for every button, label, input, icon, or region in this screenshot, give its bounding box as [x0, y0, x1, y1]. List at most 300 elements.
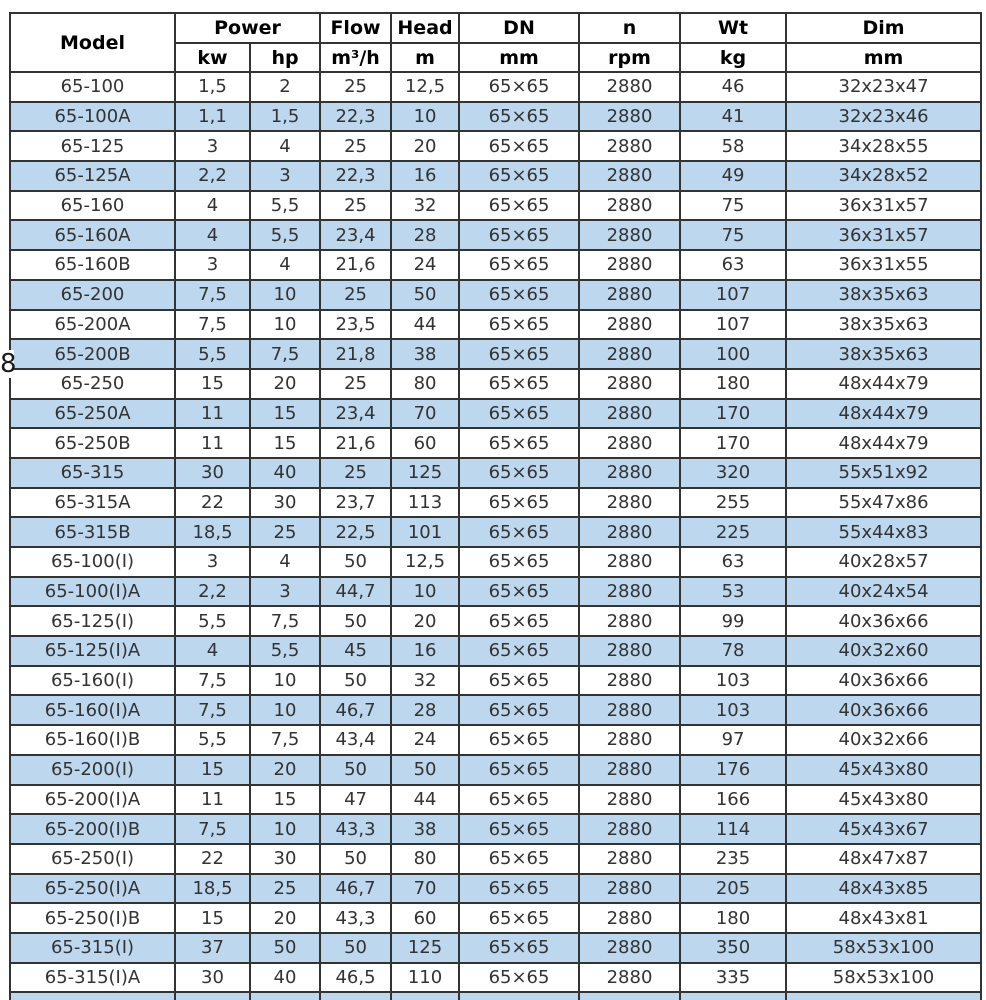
cell-power-kw: 4: [175, 191, 250, 221]
cell-flow: 45: [320, 636, 391, 666]
cell-model: 65-160(I)A: [10, 695, 175, 725]
table-row: [10, 131, 981, 161]
unit-header-head: m: [391, 43, 459, 72]
cell-dn: 65×65: [459, 161, 579, 191]
table-row: [10, 755, 981, 785]
cell-power-kw: 7,5: [175, 280, 250, 310]
cell-dn: 65×65: [459, 250, 579, 280]
cell-power-hp: 5,5: [250, 636, 320, 666]
cell-power-kw: 11: [175, 785, 250, 815]
cell-dn: 65×65: [459, 280, 579, 310]
cell-dn: 65×65: [459, 755, 579, 785]
cell-n-rpm: 2880: [579, 874, 680, 904]
cell-flow: 22,3: [320, 102, 391, 132]
col-header-dim: Dim: [786, 13, 981, 43]
cell-power-kw: 11: [175, 399, 250, 429]
cell-dn: 65×65: [459, 666, 579, 696]
cell-n-rpm: 2880: [579, 636, 680, 666]
cell-dn: 65×65: [459, 547, 579, 577]
cell-power-kw: 3: [175, 131, 250, 161]
cell-model: 65-160(I)B: [10, 725, 175, 755]
cell-head: 50: [391, 280, 459, 310]
cell-model: 65-250A: [10, 399, 175, 429]
cell-power-hp: 2: [250, 72, 320, 102]
cell-dn: 65×65: [459, 963, 579, 993]
cell-dim: 58x53x100: [786, 933, 981, 963]
cell-head: 80: [391, 369, 459, 399]
table-row: [10, 933, 981, 963]
cell-power-kw: 7,5: [175, 695, 250, 725]
cell-dim: 38x35x63: [786, 280, 981, 310]
col-header-dn: DN: [459, 13, 579, 43]
table-row: [10, 814, 981, 844]
table-row: [10, 280, 981, 310]
col-header-n: n: [579, 13, 680, 43]
cell-power-kw: 15: [175, 755, 250, 785]
empty-cell: [250, 992, 320, 1000]
cell-model: 65-125: [10, 131, 175, 161]
cell-n-rpm: 2880: [579, 814, 680, 844]
empty-cell: [320, 992, 391, 1000]
unit-header-dim: mm: [786, 43, 981, 72]
table-row: [10, 517, 981, 547]
cell-head: 110: [391, 963, 459, 993]
cell-wt: 107: [680, 280, 786, 310]
empty-cell: [680, 992, 786, 1000]
cell-power-hp: 30: [250, 488, 320, 518]
cell-dn: 65×65: [459, 191, 579, 221]
cell-wt: 170: [680, 399, 786, 429]
cell-dn: 65×65: [459, 220, 579, 250]
cell-head: 12,5: [391, 72, 459, 102]
cell-model: 65-100A: [10, 102, 175, 132]
cell-head: 113: [391, 488, 459, 518]
cell-flow: 25: [320, 280, 391, 310]
cell-head: 101: [391, 517, 459, 547]
cell-power-hp: 1,5: [250, 102, 320, 132]
cell-head: 32: [391, 191, 459, 221]
cell-power-kw: 5,5: [175, 339, 250, 369]
cell-n-rpm: 2880: [579, 220, 680, 250]
cell-dn: 65×65: [459, 102, 579, 132]
cell-dn: 65×65: [459, 844, 579, 874]
cell-flow: 50: [320, 933, 391, 963]
cell-dim: 32x23x46: [786, 102, 981, 132]
cell-dim: 48x44x79: [786, 399, 981, 429]
table-row: [10, 250, 981, 280]
cell-dim: 40x36x66: [786, 606, 981, 636]
empty-cell: [459, 992, 579, 1000]
cell-dn: 65×65: [459, 339, 579, 369]
cell-wt: 99: [680, 606, 786, 636]
cell-dim: 55x47x86: [786, 488, 981, 518]
cell-model: 65-200A: [10, 310, 175, 340]
col-header-model: Model: [10, 13, 175, 72]
cell-wt: 46: [680, 72, 786, 102]
cell-dn: 65×65: [459, 725, 579, 755]
cell-flow: 21,6: [320, 250, 391, 280]
cell-power-hp: 7,5: [250, 725, 320, 755]
cell-dim: 45x43x80: [786, 785, 981, 815]
cell-flow: 23,7: [320, 488, 391, 518]
cell-flow: 23,5: [320, 310, 391, 340]
cell-power-hp: 40: [250, 963, 320, 993]
cell-n-rpm: 2880: [579, 755, 680, 785]
cell-dim: 36x31x57: [786, 220, 981, 250]
cell-power-kw: 18,5: [175, 874, 250, 904]
partial-clipped-row: [10, 992, 981, 1000]
cell-dn: 65×65: [459, 903, 579, 933]
cell-dn: 65×65: [459, 399, 579, 429]
cell-power-hp: 25: [250, 517, 320, 547]
cell-power-hp: 20: [250, 903, 320, 933]
table-row: [10, 577, 981, 607]
cell-power-hp: 20: [250, 369, 320, 399]
cell-power-hp: 10: [250, 695, 320, 725]
cell-power-kw: 5,5: [175, 725, 250, 755]
cell-n-rpm: 2880: [579, 577, 680, 607]
cell-flow: 22,3: [320, 161, 391, 191]
cell-power-hp: 4: [250, 131, 320, 161]
cell-dim: 36x31x55: [786, 250, 981, 280]
cell-n-rpm: 2880: [579, 517, 680, 547]
table-row: [10, 488, 981, 518]
table-row: [10, 903, 981, 933]
table-row: [10, 339, 981, 369]
cell-n-rpm: 2880: [579, 310, 680, 340]
cell-head: 24: [391, 250, 459, 280]
cell-wt: 53: [680, 577, 786, 607]
cell-n-rpm: 2880: [579, 280, 680, 310]
unit-header-hp: hp: [250, 43, 320, 72]
cell-wt: 103: [680, 666, 786, 696]
cell-power-kw: 4: [175, 220, 250, 250]
cell-power-kw: 15: [175, 369, 250, 399]
cell-dn: 65×65: [459, 369, 579, 399]
cell-flow: 21,6: [320, 428, 391, 458]
cell-power-kw: 7,5: [175, 310, 250, 340]
table-row: [10, 636, 981, 666]
cell-model: 65-315(I)A: [10, 963, 175, 993]
table-row: [10, 547, 981, 577]
cell-model: 65-315A: [10, 488, 175, 518]
table-row: [10, 785, 981, 815]
cell-head: 24: [391, 725, 459, 755]
cell-dim: 55x51x92: [786, 458, 981, 488]
cell-dim: 48x47x87: [786, 844, 981, 874]
cell-flow: 25: [320, 191, 391, 221]
cell-model: 65-200(I)A: [10, 785, 175, 815]
cell-n-rpm: 2880: [579, 547, 680, 577]
cell-n-rpm: 2880: [579, 903, 680, 933]
cell-model: 65-315: [10, 458, 175, 488]
cell-n-rpm: 2880: [579, 428, 680, 458]
unit-header-flow: m³/h: [320, 43, 391, 72]
cell-wt: 166: [680, 785, 786, 815]
cell-flow: 23,4: [320, 220, 391, 250]
cell-model: 65-250B: [10, 428, 175, 458]
cell-power-hp: 20: [250, 755, 320, 785]
cell-dim: 40x24x54: [786, 577, 981, 607]
cell-head: 32: [391, 666, 459, 696]
cell-head: 28: [391, 695, 459, 725]
cell-power-hp: 4: [250, 547, 320, 577]
table-row: [10, 102, 981, 132]
cell-head: 28: [391, 220, 459, 250]
cell-dn: 65×65: [459, 814, 579, 844]
cell-power-kw: 30: [175, 963, 250, 993]
cell-n-rpm: 2880: [579, 666, 680, 696]
cell-n-rpm: 2880: [579, 399, 680, 429]
cell-model: 65-250(I)A: [10, 874, 175, 904]
cell-wt: 180: [680, 369, 786, 399]
cell-dim: 32x23x47: [786, 72, 981, 102]
cell-dim: 40x32x66: [786, 725, 981, 755]
cell-n-rpm: 2880: [579, 191, 680, 221]
cell-power-hp: 4: [250, 250, 320, 280]
cell-flow: 25: [320, 458, 391, 488]
cell-power-hp: 3: [250, 577, 320, 607]
cell-n-rpm: 2880: [579, 725, 680, 755]
cell-flow: 25: [320, 369, 391, 399]
cell-dn: 65×65: [459, 458, 579, 488]
cell-n-rpm: 2880: [579, 131, 680, 161]
cell-wt: 78: [680, 636, 786, 666]
cell-n-rpm: 2880: [579, 161, 680, 191]
cell-dn: 65×65: [459, 488, 579, 518]
unit-header-n: rpm: [579, 43, 680, 72]
cell-head: 70: [391, 399, 459, 429]
table-row: [10, 606, 981, 636]
cell-dim: 48x44x79: [786, 428, 981, 458]
cell-model: 65-160A: [10, 220, 175, 250]
cell-head: 20: [391, 606, 459, 636]
cell-wt: 103: [680, 695, 786, 725]
cell-model: 65-250(I): [10, 844, 175, 874]
cell-n-rpm: 2880: [579, 933, 680, 963]
cell-dn: 65×65: [459, 310, 579, 340]
cell-flow: 50: [320, 547, 391, 577]
table-row: [10, 369, 981, 399]
cell-power-kw: 11: [175, 428, 250, 458]
table-row: [10, 191, 981, 221]
cell-dim: 45x43x67: [786, 814, 981, 844]
cell-head: 125: [391, 933, 459, 963]
cell-n-rpm: 2880: [579, 488, 680, 518]
pump-spec-table: [9, 12, 982, 1000]
cell-n-rpm: 2880: [579, 250, 680, 280]
col-header-power: Power: [175, 13, 320, 43]
cell-power-hp: 15: [250, 785, 320, 815]
cell-power-kw: 5,5: [175, 606, 250, 636]
cell-power-hp: 7,5: [250, 606, 320, 636]
cell-wt: 107: [680, 310, 786, 340]
cell-power-kw: 15: [175, 903, 250, 933]
cell-dn: 65×65: [459, 636, 579, 666]
cell-power-kw: 7,5: [175, 666, 250, 696]
cell-wt: 75: [680, 191, 786, 221]
cell-dn: 65×65: [459, 874, 579, 904]
cell-model: 65-160B: [10, 250, 175, 280]
cell-power-hp: 30: [250, 844, 320, 874]
empty-cell: [579, 992, 680, 1000]
cell-model: 65-160: [10, 191, 175, 221]
cell-n-rpm: 2880: [579, 369, 680, 399]
cell-n-rpm: 2880: [579, 458, 680, 488]
cell-head: 80: [391, 844, 459, 874]
cell-wt: 58: [680, 131, 786, 161]
cell-power-kw: 30: [175, 458, 250, 488]
cell-wt: 97: [680, 725, 786, 755]
cell-power-hp: 50: [250, 933, 320, 963]
cell-n-rpm: 2880: [579, 102, 680, 132]
cell-flow: 25: [320, 131, 391, 161]
cell-flow: 50: [320, 606, 391, 636]
cell-model: 65-200: [10, 280, 175, 310]
cell-head: 12,5: [391, 547, 459, 577]
cell-head: 44: [391, 310, 459, 340]
cell-head: 60: [391, 428, 459, 458]
cell-power-hp: 25: [250, 874, 320, 904]
cell-flow: 47: [320, 785, 391, 815]
cell-model: 65-125(I)A: [10, 636, 175, 666]
cell-model: 65-200B: [10, 339, 175, 369]
cell-head: 10: [391, 102, 459, 132]
cell-flow: 43,3: [320, 814, 391, 844]
empty-cell: [10, 992, 175, 1000]
cell-power-kw: 2,2: [175, 161, 250, 191]
table-row: [10, 844, 981, 874]
table-row: [10, 874, 981, 904]
cell-dn: 65×65: [459, 695, 579, 725]
cell-wt: 114: [680, 814, 786, 844]
cell-dim: 48x43x81: [786, 903, 981, 933]
cell-wt: 41: [680, 102, 786, 132]
col-header-flow: Flow: [320, 13, 391, 43]
table-row: [10, 72, 981, 102]
cell-power-kw: 4: [175, 636, 250, 666]
unit-header-wt: kg: [680, 43, 786, 72]
table-row: [10, 963, 981, 993]
cell-head: 44: [391, 785, 459, 815]
cell-model: 65-125A: [10, 161, 175, 191]
cell-power-kw: 7,5: [175, 814, 250, 844]
cell-dn: 65×65: [459, 428, 579, 458]
cell-dim: 55x44x83: [786, 517, 981, 547]
cell-wt: 235: [680, 844, 786, 874]
cell-n-rpm: 2880: [579, 339, 680, 369]
cell-head: 50: [391, 755, 459, 785]
cell-dn: 65×65: [459, 131, 579, 161]
cell-power-hp: 10: [250, 310, 320, 340]
cell-model: 65-160(I): [10, 666, 175, 696]
cell-n-rpm: 2880: [579, 785, 680, 815]
cell-dim: 40x32x60: [786, 636, 981, 666]
table-row: [10, 725, 981, 755]
cell-power-hp: 7,5: [250, 339, 320, 369]
cell-head: 16: [391, 161, 459, 191]
table-row: [10, 458, 981, 488]
cell-power-kw: 1,1: [175, 102, 250, 132]
col-header-wt: Wt: [680, 13, 786, 43]
table-row: [10, 220, 981, 250]
cell-flow: 22,5: [320, 517, 391, 547]
cell-dim: 48x44x79: [786, 369, 981, 399]
cell-dn: 65×65: [459, 72, 579, 102]
table-row: [10, 695, 981, 725]
table-row: [10, 399, 981, 429]
cell-wt: 350: [680, 933, 786, 963]
cell-power-kw: 18,5: [175, 517, 250, 547]
cell-model: 65-125(I): [10, 606, 175, 636]
cell-model: 65-200(I): [10, 755, 175, 785]
cell-power-hp: 5,5: [250, 191, 320, 221]
cell-head: 16: [391, 636, 459, 666]
cell-model: 65-100: [10, 72, 175, 102]
cell-power-hp: 15: [250, 399, 320, 429]
cell-head: 20: [391, 131, 459, 161]
cell-wt: 205: [680, 874, 786, 904]
cell-flow: 50: [320, 844, 391, 874]
table-row: [10, 666, 981, 696]
cell-power-hp: 10: [250, 814, 320, 844]
cell-dn: 65×65: [459, 517, 579, 547]
cell-power-kw: 1,5: [175, 72, 250, 102]
cell-power-kw: 2,2: [175, 577, 250, 607]
table-row: [10, 310, 981, 340]
cell-flow: 23,4: [320, 399, 391, 429]
cell-head: 38: [391, 339, 459, 369]
cell-dim: 40x36x66: [786, 695, 981, 725]
cell-head: 125: [391, 458, 459, 488]
cell-wt: 225: [680, 517, 786, 547]
cell-flow: 44,7: [320, 577, 391, 607]
cell-dim: 40x28x57: [786, 547, 981, 577]
cell-power-kw: 22: [175, 844, 250, 874]
empty-cell: [786, 992, 981, 1000]
empty-cell: [175, 992, 250, 1000]
cell-head: 70: [391, 874, 459, 904]
cell-n-rpm: 2880: [579, 844, 680, 874]
cell-flow: 46,7: [320, 695, 391, 725]
unit-header-dn: mm: [459, 43, 579, 72]
cell-wt: 63: [680, 547, 786, 577]
cell-dim: 38x35x63: [786, 339, 981, 369]
spec-table-body: [10, 72, 981, 1000]
cell-wt: 100: [680, 339, 786, 369]
cell-dn: 65×65: [459, 606, 579, 636]
stray-page-number: 8: [0, 349, 17, 379]
cell-power-hp: 10: [250, 666, 320, 696]
cell-flow: 46,7: [320, 874, 391, 904]
table-header: [10, 13, 981, 72]
cell-model: 65-100(I): [10, 547, 175, 577]
cell-wt: 176: [680, 755, 786, 785]
cell-model: 65-315(I): [10, 933, 175, 963]
cell-wt: 63: [680, 250, 786, 280]
table-row: [10, 428, 981, 458]
cell-dn: 65×65: [459, 577, 579, 607]
unit-header-kw: kw: [175, 43, 250, 72]
cell-flow: 43,3: [320, 903, 391, 933]
cell-wt: 75: [680, 220, 786, 250]
cell-dn: 65×65: [459, 933, 579, 963]
cell-n-rpm: 2880: [579, 695, 680, 725]
cell-power-hp: 5,5: [250, 220, 320, 250]
cell-dim: 48x43x85: [786, 874, 981, 904]
cell-power-kw: 3: [175, 547, 250, 577]
cell-flow: 43,4: [320, 725, 391, 755]
